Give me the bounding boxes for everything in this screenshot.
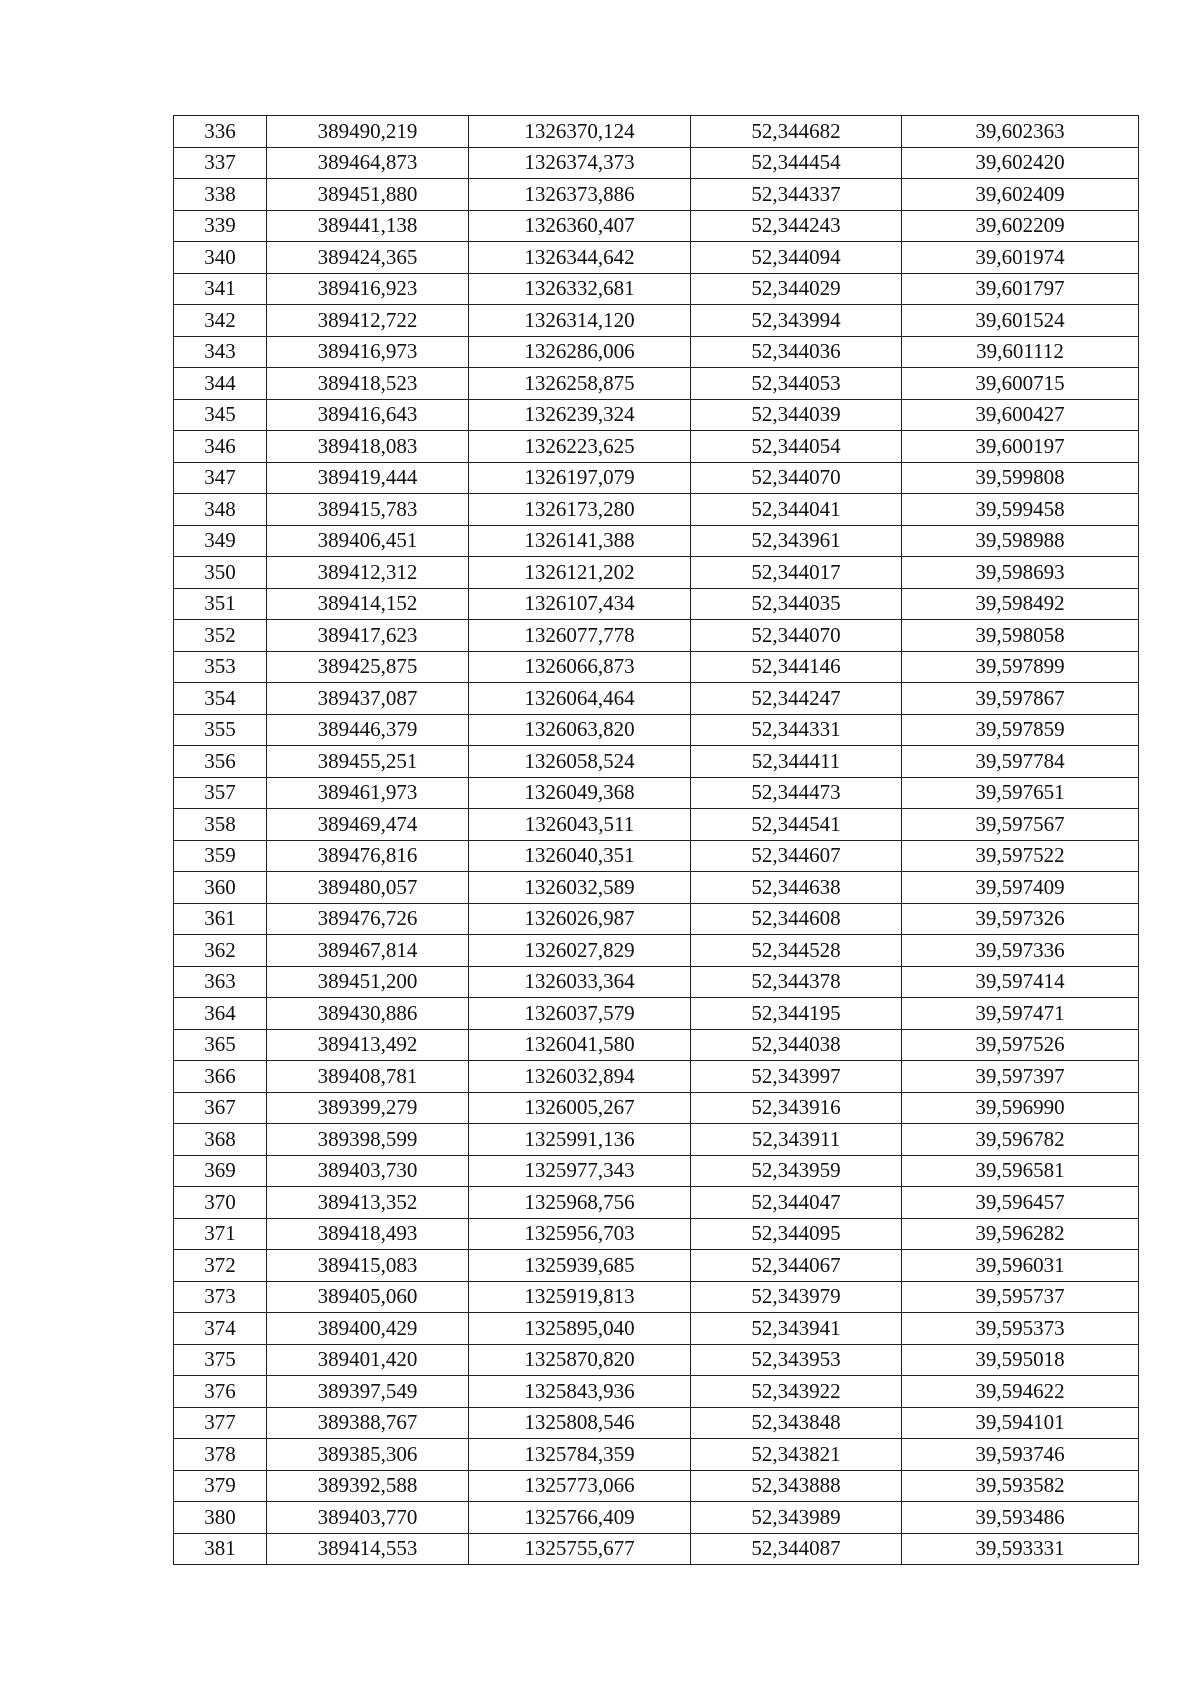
longitude-cell: 39,597409 — [902, 872, 1139, 904]
longitude-cell: 39,596581 — [902, 1155, 1139, 1187]
point-number-cell: 344 — [174, 368, 267, 400]
table-row — [174, 273, 1139, 305]
longitude-cell: 39,601112 — [902, 336, 1139, 368]
y-coordinate-cell: 1326314,120 — [469, 305, 691, 337]
table-row — [174, 746, 1139, 778]
latitude-cell: 52,343959 — [691, 1155, 902, 1187]
table-row — [174, 620, 1139, 652]
table-row — [174, 777, 1139, 809]
x-coordinate-cell: 389392,588 — [267, 1470, 469, 1502]
point-number-cell: 370 — [174, 1187, 267, 1219]
point-number-cell: 353 — [174, 651, 267, 683]
longitude-cell: 39,597397 — [902, 1061, 1139, 1093]
x-coordinate-cell: 389398,599 — [267, 1124, 469, 1156]
x-coordinate-cell: 389416,973 — [267, 336, 469, 368]
latitude-cell: 52,344682 — [691, 116, 902, 148]
latitude-cell: 52,343997 — [691, 1061, 902, 1093]
latitude-cell: 52,343979 — [691, 1281, 902, 1313]
longitude-cell: 39,597899 — [902, 651, 1139, 683]
table-row — [174, 336, 1139, 368]
x-coordinate-cell: 389385,306 — [267, 1439, 469, 1471]
table-row — [174, 903, 1139, 935]
point-number-cell: 376 — [174, 1376, 267, 1408]
y-coordinate-cell: 1326064,464 — [469, 683, 691, 715]
table-row — [174, 1061, 1139, 1093]
longitude-cell: 39,596457 — [902, 1187, 1139, 1219]
y-coordinate-cell: 1326107,434 — [469, 588, 691, 620]
latitude-cell: 52,344054 — [691, 431, 902, 463]
longitude-cell: 39,596282 — [902, 1218, 1139, 1250]
longitude-cell: 39,596782 — [902, 1124, 1139, 1156]
x-coordinate-cell: 389403,730 — [267, 1155, 469, 1187]
x-coordinate-cell: 389461,973 — [267, 777, 469, 809]
latitude-cell: 52,344331 — [691, 714, 902, 746]
table-row — [174, 147, 1139, 179]
table-row — [174, 809, 1139, 841]
point-number-cell: 361 — [174, 903, 267, 935]
latitude-cell: 52,344195 — [691, 998, 902, 1030]
x-coordinate-cell: 389414,553 — [267, 1533, 469, 1565]
x-coordinate-cell: 389419,444 — [267, 462, 469, 494]
x-coordinate-cell: 389388,767 — [267, 1407, 469, 1439]
latitude-cell: 52,343821 — [691, 1439, 902, 1471]
x-coordinate-cell: 389464,873 — [267, 147, 469, 179]
x-coordinate-cell: 389412,722 — [267, 305, 469, 337]
x-coordinate-cell: 389418,493 — [267, 1218, 469, 1250]
y-coordinate-cell: 1325919,813 — [469, 1281, 691, 1313]
y-coordinate-cell: 1325956,703 — [469, 1218, 691, 1250]
longitude-cell: 39,595373 — [902, 1313, 1139, 1345]
latitude-cell: 52,344473 — [691, 777, 902, 809]
point-number-cell: 345 — [174, 399, 267, 431]
longitude-cell: 39,600427 — [902, 399, 1139, 431]
x-coordinate-cell: 389430,886 — [267, 998, 469, 1030]
point-number-cell: 356 — [174, 746, 267, 778]
x-coordinate-cell: 389399,279 — [267, 1092, 469, 1124]
table-row — [174, 1155, 1139, 1187]
y-coordinate-cell: 1325784,359 — [469, 1439, 691, 1471]
table-row — [174, 462, 1139, 494]
y-coordinate-cell: 1325895,040 — [469, 1313, 691, 1345]
coordinates-table-body — [174, 116, 1139, 1565]
latitude-cell: 52,344378 — [691, 966, 902, 998]
latitude-cell: 52,344035 — [691, 588, 902, 620]
y-coordinate-cell: 1326043,511 — [469, 809, 691, 841]
latitude-cell: 52,344036 — [691, 336, 902, 368]
y-coordinate-cell: 1326032,589 — [469, 872, 691, 904]
y-coordinate-cell: 1326026,987 — [469, 903, 691, 935]
point-number-cell: 346 — [174, 431, 267, 463]
point-number-cell: 349 — [174, 525, 267, 557]
y-coordinate-cell: 1326032,894 — [469, 1061, 691, 1093]
longitude-cell: 39,597414 — [902, 966, 1139, 998]
latitude-cell: 52,344087 — [691, 1533, 902, 1565]
point-number-cell: 367 — [174, 1092, 267, 1124]
table-row — [174, 242, 1139, 274]
y-coordinate-cell: 1326370,124 — [469, 116, 691, 148]
latitude-cell: 52,344047 — [691, 1187, 902, 1219]
y-coordinate-cell: 1325968,756 — [469, 1187, 691, 1219]
longitude-cell: 39,593746 — [902, 1439, 1139, 1471]
y-coordinate-cell: 1326258,875 — [469, 368, 691, 400]
y-coordinate-cell: 1326173,280 — [469, 494, 691, 526]
table-row — [174, 588, 1139, 620]
y-coordinate-cell: 1326063,820 — [469, 714, 691, 746]
y-coordinate-cell: 1325766,409 — [469, 1502, 691, 1534]
point-number-cell: 347 — [174, 462, 267, 494]
point-number-cell: 380 — [174, 1502, 267, 1534]
point-number-cell: 360 — [174, 872, 267, 904]
y-coordinate-cell: 1325939,685 — [469, 1250, 691, 1282]
x-coordinate-cell: 389490,219 — [267, 116, 469, 148]
latitude-cell: 52,344053 — [691, 368, 902, 400]
longitude-cell: 39,598058 — [902, 620, 1139, 652]
latitude-cell: 52,344608 — [691, 903, 902, 935]
x-coordinate-cell: 389467,814 — [267, 935, 469, 967]
x-coordinate-cell: 389418,083 — [267, 431, 469, 463]
latitude-cell: 52,344070 — [691, 462, 902, 494]
point-number-cell: 371 — [174, 1218, 267, 1250]
latitude-cell: 52,344017 — [691, 557, 902, 589]
table-row — [174, 399, 1139, 431]
x-coordinate-cell: 389406,451 — [267, 525, 469, 557]
longitude-cell: 39,593331 — [902, 1533, 1139, 1565]
table-row — [174, 1533, 1139, 1565]
x-coordinate-cell: 389446,379 — [267, 714, 469, 746]
table-row — [174, 305, 1139, 337]
x-coordinate-cell: 389414,152 — [267, 588, 469, 620]
point-number-cell: 355 — [174, 714, 267, 746]
point-number-cell: 375 — [174, 1344, 267, 1376]
latitude-cell: 52,343922 — [691, 1376, 902, 1408]
longitude-cell: 39,598693 — [902, 557, 1139, 589]
table-row — [174, 1407, 1139, 1439]
table-row — [174, 840, 1139, 872]
point-number-cell: 377 — [174, 1407, 267, 1439]
longitude-cell: 39,593582 — [902, 1470, 1139, 1502]
table-row — [174, 557, 1139, 589]
x-coordinate-cell: 389480,057 — [267, 872, 469, 904]
x-coordinate-cell: 389441,138 — [267, 210, 469, 242]
y-coordinate-cell: 1325843,936 — [469, 1376, 691, 1408]
point-number-cell: 381 — [174, 1533, 267, 1565]
longitude-cell: 39,597867 — [902, 683, 1139, 715]
table-row — [174, 1029, 1139, 1061]
longitude-cell: 39,601524 — [902, 305, 1139, 337]
latitude-cell: 52,343994 — [691, 305, 902, 337]
table-row — [174, 1344, 1139, 1376]
longitude-cell: 39,598988 — [902, 525, 1139, 557]
y-coordinate-cell: 1326058,524 — [469, 746, 691, 778]
table-row — [174, 1092, 1139, 1124]
longitude-cell: 39,595018 — [902, 1344, 1139, 1376]
point-number-cell: 379 — [174, 1470, 267, 1502]
longitude-cell: 39,595737 — [902, 1281, 1139, 1313]
table-row — [174, 431, 1139, 463]
table-row — [174, 966, 1139, 998]
y-coordinate-cell: 1326374,373 — [469, 147, 691, 179]
longitude-cell: 39,601797 — [902, 273, 1139, 305]
x-coordinate-cell: 389415,083 — [267, 1250, 469, 1282]
y-coordinate-cell: 1326049,368 — [469, 777, 691, 809]
point-number-cell: 343 — [174, 336, 267, 368]
point-number-cell: 352 — [174, 620, 267, 652]
point-number-cell: 336 — [174, 116, 267, 148]
x-coordinate-cell: 389415,783 — [267, 494, 469, 526]
x-coordinate-cell: 389437,087 — [267, 683, 469, 715]
point-number-cell: 373 — [174, 1281, 267, 1313]
table-row — [174, 1439, 1139, 1471]
x-coordinate-cell: 389476,816 — [267, 840, 469, 872]
point-number-cell: 366 — [174, 1061, 267, 1093]
x-coordinate-cell: 389403,770 — [267, 1502, 469, 1534]
latitude-cell: 52,344038 — [691, 1029, 902, 1061]
latitude-cell: 52,344029 — [691, 273, 902, 305]
longitude-cell: 39,597522 — [902, 840, 1139, 872]
latitude-cell: 52,344607 — [691, 840, 902, 872]
y-coordinate-cell: 1326332,681 — [469, 273, 691, 305]
table-row — [174, 1470, 1139, 1502]
y-coordinate-cell: 1326077,778 — [469, 620, 691, 652]
point-number-cell: 369 — [174, 1155, 267, 1187]
x-coordinate-cell: 389451,880 — [267, 179, 469, 211]
latitude-cell: 52,344146 — [691, 651, 902, 683]
point-number-cell: 348 — [174, 494, 267, 526]
y-coordinate-cell: 1326344,642 — [469, 242, 691, 274]
table-row — [174, 179, 1139, 211]
table-row — [174, 1218, 1139, 1250]
table-row — [174, 714, 1139, 746]
point-number-cell: 372 — [174, 1250, 267, 1282]
y-coordinate-cell: 1326239,324 — [469, 399, 691, 431]
table-row — [174, 525, 1139, 557]
y-coordinate-cell: 1326037,579 — [469, 998, 691, 1030]
longitude-cell: 39,601974 — [902, 242, 1139, 274]
latitude-cell: 52,343848 — [691, 1407, 902, 1439]
x-coordinate-cell: 389476,726 — [267, 903, 469, 935]
x-coordinate-cell: 389408,781 — [267, 1061, 469, 1093]
longitude-cell: 39,597784 — [902, 746, 1139, 778]
longitude-cell: 39,596031 — [902, 1250, 1139, 1282]
x-coordinate-cell: 389469,474 — [267, 809, 469, 841]
y-coordinate-cell: 1325977,343 — [469, 1155, 691, 1187]
latitude-cell: 52,343989 — [691, 1502, 902, 1534]
point-number-cell: 357 — [174, 777, 267, 809]
table-row — [174, 1250, 1139, 1282]
x-coordinate-cell: 389400,429 — [267, 1313, 469, 1345]
table-row — [174, 210, 1139, 242]
latitude-cell: 52,344039 — [691, 399, 902, 431]
longitude-cell: 39,599808 — [902, 462, 1139, 494]
point-number-cell: 340 — [174, 242, 267, 274]
y-coordinate-cell: 1326033,364 — [469, 966, 691, 998]
y-coordinate-cell: 1326197,079 — [469, 462, 691, 494]
longitude-cell: 39,597526 — [902, 1029, 1139, 1061]
point-number-cell: 350 — [174, 557, 267, 589]
table-row — [174, 1187, 1139, 1219]
table-row — [174, 1124, 1139, 1156]
table-row — [174, 872, 1139, 904]
point-number-cell: 354 — [174, 683, 267, 715]
latitude-cell: 52,343888 — [691, 1470, 902, 1502]
point-number-cell: 363 — [174, 966, 267, 998]
point-number-cell: 339 — [174, 210, 267, 242]
longitude-cell: 39,597336 — [902, 935, 1139, 967]
y-coordinate-cell: 1326141,388 — [469, 525, 691, 557]
x-coordinate-cell: 389401,420 — [267, 1344, 469, 1376]
longitude-cell: 39,602363 — [902, 116, 1139, 148]
latitude-cell: 52,344541 — [691, 809, 902, 841]
table-row — [174, 683, 1139, 715]
x-coordinate-cell: 389417,623 — [267, 620, 469, 652]
x-coordinate-cell: 389418,523 — [267, 368, 469, 400]
x-coordinate-cell: 389416,643 — [267, 399, 469, 431]
longitude-cell: 39,600197 — [902, 431, 1139, 463]
table-row — [174, 1376, 1139, 1408]
y-coordinate-cell: 1326373,886 — [469, 179, 691, 211]
longitude-cell: 39,594101 — [902, 1407, 1139, 1439]
table-row — [174, 1502, 1139, 1534]
longitude-cell: 39,597567 — [902, 809, 1139, 841]
x-coordinate-cell: 389413,352 — [267, 1187, 469, 1219]
point-number-cell: 358 — [174, 809, 267, 841]
table-row — [174, 1281, 1139, 1313]
point-number-cell: 359 — [174, 840, 267, 872]
latitude-cell: 52,343916 — [691, 1092, 902, 1124]
table-row — [174, 651, 1139, 683]
latitude-cell: 52,344411 — [691, 746, 902, 778]
table-row — [174, 494, 1139, 526]
longitude-cell: 39,600715 — [902, 368, 1139, 400]
y-coordinate-cell: 1326027,829 — [469, 935, 691, 967]
longitude-cell: 39,593486 — [902, 1502, 1139, 1534]
longitude-cell: 39,602420 — [902, 147, 1139, 179]
table-row — [174, 1313, 1139, 1345]
y-coordinate-cell: 1325755,677 — [469, 1533, 691, 1565]
latitude-cell: 52,344094 — [691, 242, 902, 274]
x-coordinate-cell: 389455,251 — [267, 746, 469, 778]
point-number-cell: 364 — [174, 998, 267, 1030]
point-number-cell: 341 — [174, 273, 267, 305]
latitude-cell: 52,344528 — [691, 935, 902, 967]
y-coordinate-cell: 1326223,625 — [469, 431, 691, 463]
point-number-cell: 362 — [174, 935, 267, 967]
latitude-cell: 52,344638 — [691, 872, 902, 904]
table-row — [174, 116, 1139, 148]
y-coordinate-cell: 1326360,407 — [469, 210, 691, 242]
longitude-cell: 39,602209 — [902, 210, 1139, 242]
latitude-cell: 52,344070 — [691, 620, 902, 652]
y-coordinate-cell: 1326286,006 — [469, 336, 691, 368]
point-number-cell: 378 — [174, 1439, 267, 1471]
table-row — [174, 368, 1139, 400]
longitude-cell: 39,598492 — [902, 588, 1139, 620]
latitude-cell: 52,343961 — [691, 525, 902, 557]
point-number-cell: 365 — [174, 1029, 267, 1061]
y-coordinate-cell: 1326040,351 — [469, 840, 691, 872]
y-coordinate-cell: 1326005,267 — [469, 1092, 691, 1124]
x-coordinate-cell: 389425,875 — [267, 651, 469, 683]
longitude-cell: 39,596990 — [902, 1092, 1139, 1124]
x-coordinate-cell: 389412,312 — [267, 557, 469, 589]
y-coordinate-cell: 1325808,546 — [469, 1407, 691, 1439]
x-coordinate-cell: 389416,923 — [267, 273, 469, 305]
point-number-cell: 351 — [174, 588, 267, 620]
y-coordinate-cell: 1325773,066 — [469, 1470, 691, 1502]
latitude-cell: 52,344247 — [691, 683, 902, 715]
longitude-cell: 39,597326 — [902, 903, 1139, 935]
y-coordinate-cell: 1326121,202 — [469, 557, 691, 589]
point-number-cell: 374 — [174, 1313, 267, 1345]
x-coordinate-cell: 389451,200 — [267, 966, 469, 998]
latitude-cell: 52,344454 — [691, 147, 902, 179]
longitude-cell: 39,597471 — [902, 998, 1139, 1030]
point-number-cell: 337 — [174, 147, 267, 179]
x-coordinate-cell: 389397,549 — [267, 1376, 469, 1408]
latitude-cell: 52,344243 — [691, 210, 902, 242]
latitude-cell: 52,343911 — [691, 1124, 902, 1156]
longitude-cell: 39,597651 — [902, 777, 1139, 809]
longitude-cell: 39,602409 — [902, 179, 1139, 211]
table-row — [174, 935, 1139, 967]
table-row — [174, 998, 1139, 1030]
point-number-cell: 338 — [174, 179, 267, 211]
latitude-cell: 52,344095 — [691, 1218, 902, 1250]
point-number-cell: 342 — [174, 305, 267, 337]
longitude-cell: 39,597859 — [902, 714, 1139, 746]
longitude-cell: 39,599458 — [902, 494, 1139, 526]
coordinates-table — [173, 115, 1139, 1565]
latitude-cell: 52,343953 — [691, 1344, 902, 1376]
x-coordinate-cell: 389413,492 — [267, 1029, 469, 1061]
latitude-cell: 52,344337 — [691, 179, 902, 211]
point-number-cell: 368 — [174, 1124, 267, 1156]
latitude-cell: 52,343941 — [691, 1313, 902, 1345]
x-coordinate-cell: 389405,060 — [267, 1281, 469, 1313]
y-coordinate-cell: 1325870,820 — [469, 1344, 691, 1376]
y-coordinate-cell: 1326041,580 — [469, 1029, 691, 1061]
longitude-cell: 39,594622 — [902, 1376, 1139, 1408]
x-coordinate-cell: 389424,365 — [267, 242, 469, 274]
latitude-cell: 52,344041 — [691, 494, 902, 526]
latitude-cell: 52,344067 — [691, 1250, 902, 1282]
y-coordinate-cell: 1325991,136 — [469, 1124, 691, 1156]
y-coordinate-cell: 1326066,873 — [469, 651, 691, 683]
